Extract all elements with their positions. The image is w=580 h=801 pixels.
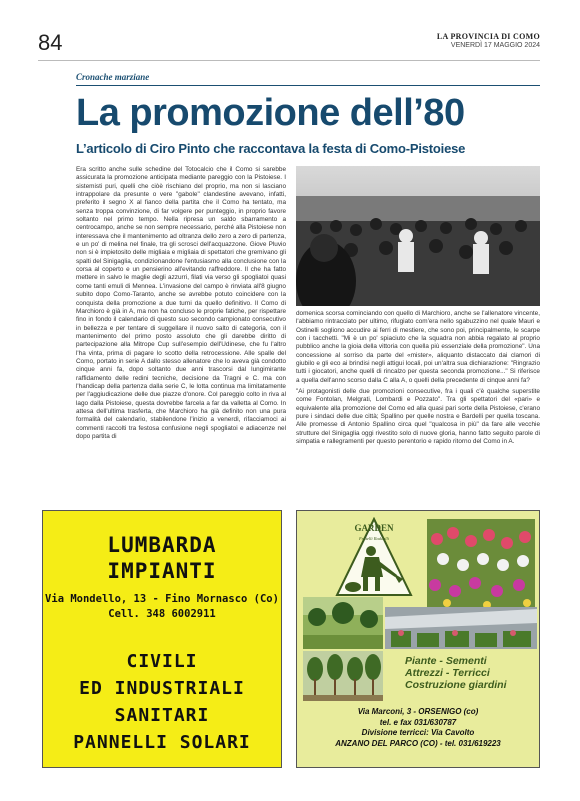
masthead (437, 32, 540, 49)
garden-advertisement (296, 510, 540, 768)
ad-service-item: CIVILI (126, 651, 198, 672)
contact-line: ANZANO DEL PARCO (CO) - tel. 031/619223 (335, 738, 501, 748)
lumbarda-advertisement (42, 510, 282, 768)
garden-contacts (297, 707, 539, 749)
ad-service-item: ED INDUSTRIALI (79, 678, 245, 699)
paper-name: LA PROVINCIA DI COMO (436, 32, 540, 41)
article-column-1: Era scritto anche sulle schedine del Totocalcio che il Como si sarebbe assicurata la promozione anticipata mediante pareggio con la Pistoiese. I sistemisti puri, quelli che ciòè rischiano del proprio, ma non si lasciano intrappolare da presunte o vere "gabole" clandestine avevano, infatti, preferito il segno X al fianco della partita che il Como ha tentato, ma senza troppa convinzione, di far volgere per punteggio, in proprio favore soltanto nel primo tempo. Nella ripresa un saldo sbarramento a centrocampo, anche se non sempre necessario, perché alla Pistoiese non interessava che il mantenimento ad oltranza dello zero a zero di partenza, e un po' di melina nel finale, tra gli scrosci dell'acquazzone. Giove Pluvio non si è impietosito delle migliaia e migliaia di spettatori che gremivano gli spalti del Sinigaglia, condizionandone l'entusiasmo alla conclusione con la corsa al coperto e un pensierino all'evitando raffreddore. Il che ha fatto mettere in salvo le maglie degli azzurri, filati via verso gli spogliatoi quasi come tanti emuli di Mennea. L'invasione del campo è rinviata all'8 giugno subito dopo Como-Taranto, anche se avrebbe potuto coincidere con la conquista della promozione a due turni da quello definitivo. Il Como di Marchioro è già in A, ma non ha concluso le proprie fatiche, per rispettare fino in fondo il calendario di questo suo secondo campionato consecutivo in bellezza e per tentare di suggellare il nuovo salto di categoria, con il mantenimento del primo posto assoluto che gli darebbe diritto di partecipazione alla Mitrope Cup sull'esempio dell'Udinese, che fu l'altro l'ha vinta, prima di pagare lo scotto della retrocessione. Alle spalle del Como, portato in serie A dallo stesso allenatore che lo aveva già condotto cinque anni fa, dopo soltanto due anni trascorsi dal lungimirante raffidamento delle redini tecniche, decisione da Tragni e C. ma con l'handicap della partenza dalla serie C, le lotta continua ma limitatamente per l'aggiudicazione delle due piazze d'onore. Col pareggio colto in riva al lago dalla Pistoiese, questa dovrebbe farcela a far da valletta al Como. In attesa dell'ultima trasferta, che Marchioro ha già definito non una pura formalità del calendario, stabilendone l'inizio a venerdì, rifacciamoci ai commenti raccolti tra festosa confusione negli spogliatoi e adiacenze nel dopo partita di (76, 166, 286, 440)
trees-photo (303, 651, 383, 701)
ad-service-item: SANITARI (114, 705, 210, 726)
nursery-photo (385, 607, 537, 649)
article-photo (296, 166, 540, 306)
headline: La promozione dell’80 (76, 92, 465, 134)
issue-date: VENERDÌ 17 MAGGIO 2024 (450, 42, 540, 49)
contact-line: tel. e fax 031/630787 (379, 717, 457, 727)
contact-line: Divisione terricci: Via Cavolto (361, 728, 475, 737)
slogan-line: Costruzione giardini (405, 679, 507, 691)
article-column-2: domenica scorsa cominciando con quello di Marchioro, anche se l'allenatore vincente, l'abbiamo rintracciato per ultimo, rifugiato com'era nello sgabuzzino nel quale Mauri e Ostinelli sogliono accudire ai ferri di mestiere, che sono poi, principalmente, le scarpe con i tacchetti. "Mi è un po' spiaciuto che la squadra non abbia regalato al proprio pubblico anche la gioia della vittoria con quella più essenziale della promozione". Una concessione al sorriso da parte del «mister», aliquanto distaccato dai clamori di giubilo e gli eco ai brindisi negli attigui locali, poi un'altra sua dichiarazione: "Ringrazio tutti i giocatori, anche quelli di rincalzo per questa seconda promozione..." Si riferisce a quella dell'anno scorso dalla C alla A, o quelli della precedente di cinque anni fa? (296, 310, 540, 384)
ad-phone: Cell. 348 6002911 (108, 608, 216, 620)
garden-logo-text: GARDEN (354, 523, 394, 533)
garden-logo-subtext: Fratelli Radaelli (358, 536, 390, 541)
section-label: Cronache marziane (76, 72, 150, 82)
top-rule (38, 60, 540, 61)
garden-slogan (405, 655, 507, 691)
ad-service-item: PANNELLI SOLARI (73, 732, 251, 753)
slogan-line: Piante - Sementi (405, 655, 487, 667)
article-column-3: "Ai protagonisti delle due promozioni consecutive, fra i quali c'è qualche superstite come Fontolan, Melgrati, Lombardi e Pozzato". Tra gli spettatori del «pari» e equivalente alla promozione del Como ed alla quasi pari sorte della Pistoiese, c'erano pure i sindaci delle due città; Spallino per quelle nostra e Bardelli per quella toscana. Alle promesse di Antonio Spallino circa quel "qualcosa in più" da fare alle vecchie strutture del Sinigaglia oggi rivestito solo di nuove gloria, hanno fatto seguito parole di simpatia e rallegramenti per questo perentorio e rapido ritorno del Como in A. (296, 388, 540, 446)
section-rule (76, 85, 540, 86)
ad-company-line1: LUMBARDA (107, 533, 217, 557)
ad-company-line2: IMPIANTI (107, 559, 217, 583)
subheadline: L’articolo di Ciro Pinto che raccontava la festa di Como-Pistoiese (76, 141, 466, 156)
garden-photo (303, 597, 383, 649)
garden-logo (335, 517, 413, 597)
ad-address: Via Mondello, 13 - Fino Mornasco (Co) (45, 593, 279, 605)
page-number: 84 (38, 30, 63, 55)
slogan-line: Attrezzi - Terricci (405, 667, 490, 679)
contact-line: Via Marconi, 3 - ORSENIGO (co) (357, 707, 479, 716)
ad-services (43, 648, 281, 756)
flowers-photo (427, 519, 535, 609)
